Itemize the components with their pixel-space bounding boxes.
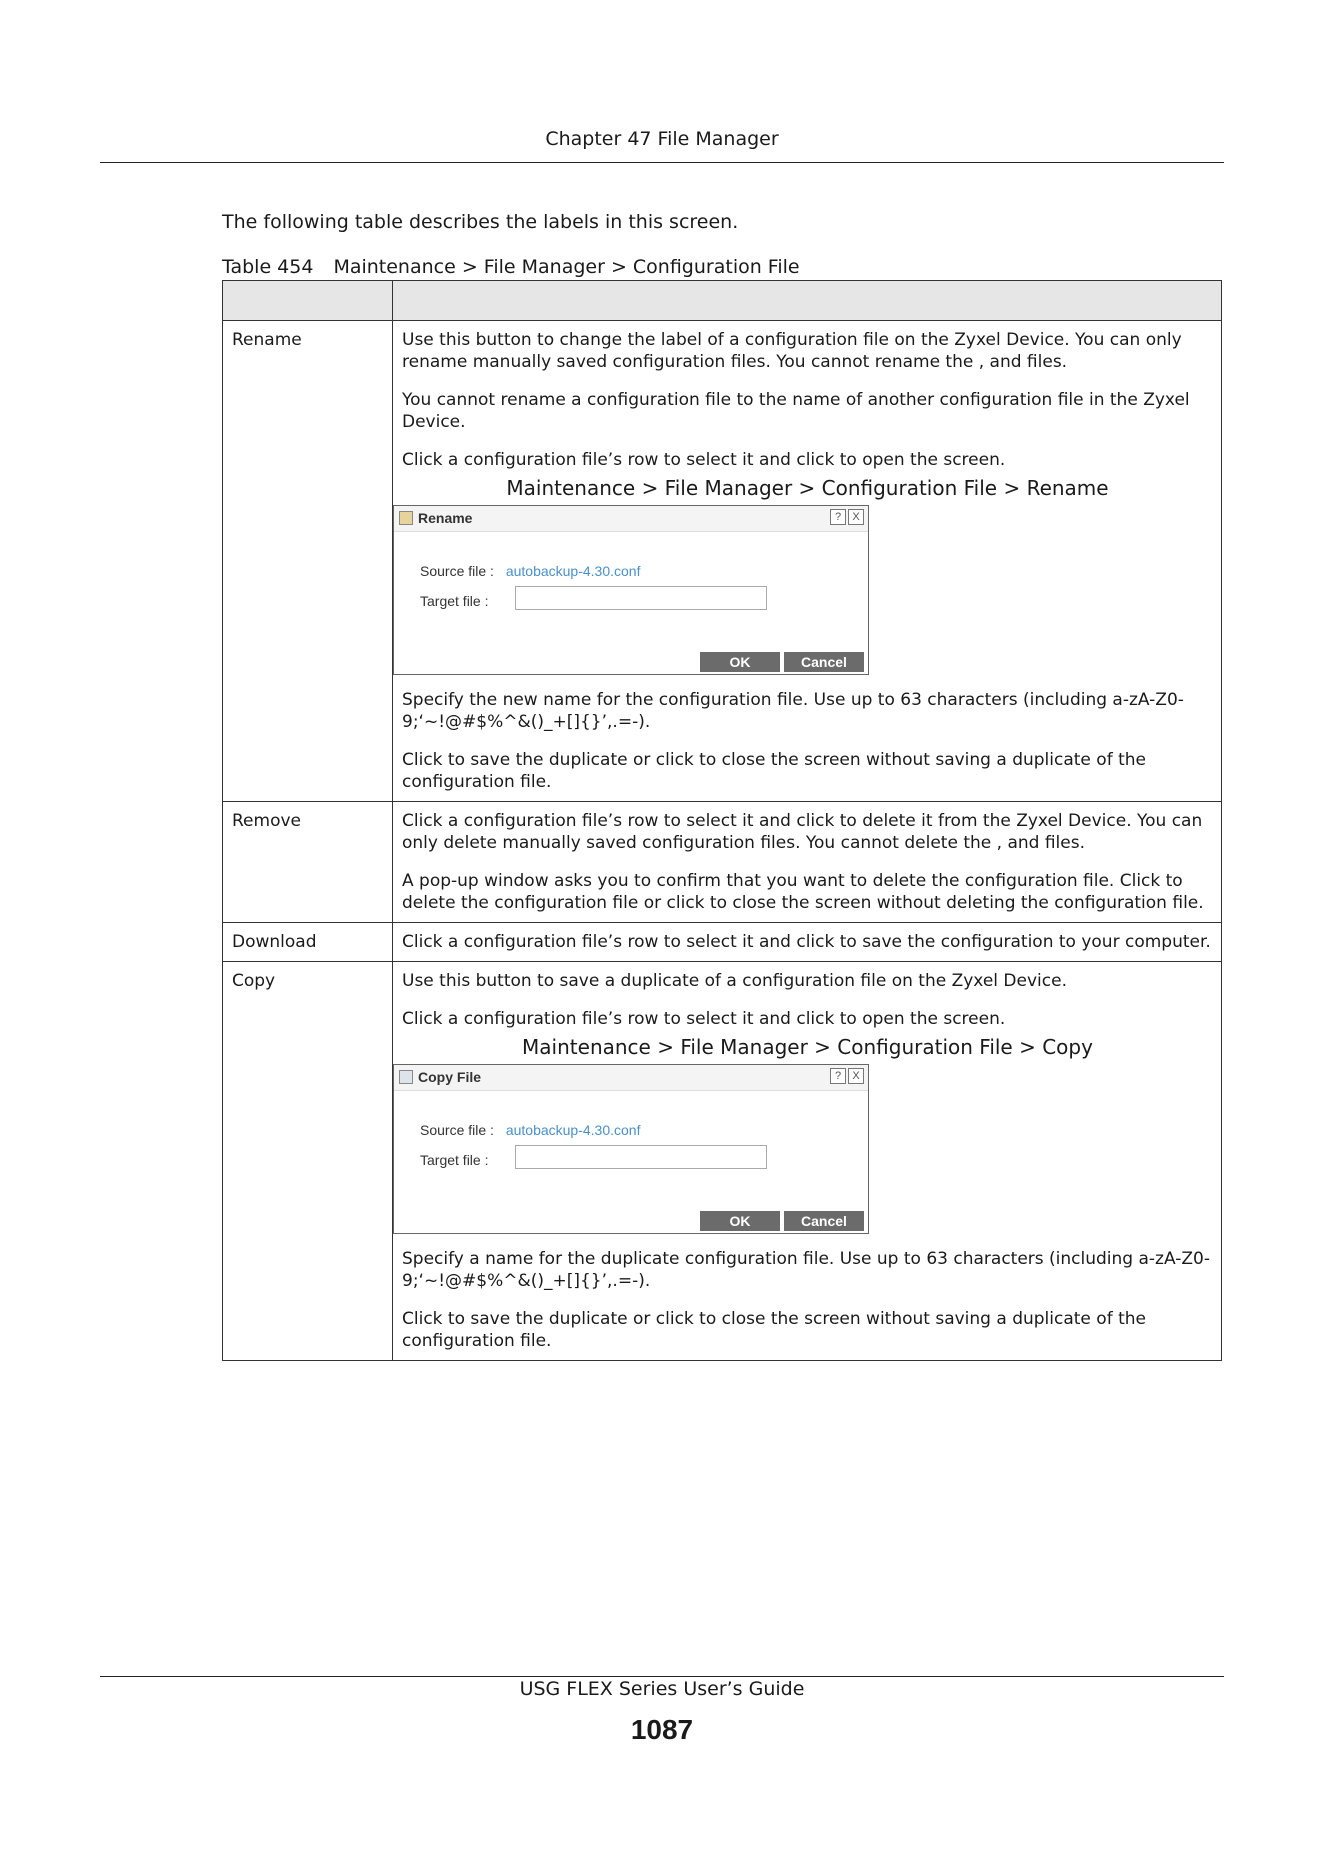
target-file-label: Target file : [420, 1152, 489, 1168]
dialog-buttons [700, 652, 864, 672]
table-row [223, 802, 1222, 923]
figure-title: Maintenance > File Manager > Configuration File > Rename [506, 476, 1109, 500]
intro-text: The following table describes the labels in this screen. [222, 211, 739, 233]
row-description [393, 321, 1222, 802]
dialog-body [394, 531, 868, 674]
chapter-header: Chapter 47 File Manager [545, 128, 779, 150]
dialog-titlebar [394, 1065, 868, 1089]
dialog-buttons [700, 1211, 864, 1231]
ok-button[interactable]: OK [700, 1211, 780, 1231]
dialog-title: Copy File [418, 1069, 482, 1085]
table-row [223, 923, 1222, 962]
row-label: Remove [223, 802, 393, 923]
footer-title: USG FLEX Series User’s Guide [519, 1678, 805, 1700]
footer-rule [100, 1676, 1224, 1677]
description-paragraph: Click a configuration file’s row to select it and click to delete it from the Zyxel Device. You can only delete manually saved configuration files. You cannot delete the , and files. [402, 811, 1203, 853]
copy-file-dialog [393, 1064, 869, 1234]
rename-dialog [393, 505, 869, 675]
description-paragraph: Use this button to change the label of a configuration file on the Zyxel Device. You can only rename manually saved configuration files. You cannot rename the , and files. [402, 330, 1182, 372]
source-file-row [420, 1119, 640, 1141]
dialog-body [394, 1090, 868, 1233]
source-file-label: Source file : [420, 563, 494, 579]
table-number: Table 454 [222, 256, 314, 278]
description-paragraph: Click to save the duplicate or click to close the screen without saving a duplicate of the configuration file. [402, 1309, 1146, 1351]
table-caption [222, 256, 800, 278]
header-description-cell [393, 281, 1222, 321]
source-file-row [420, 560, 640, 582]
dialog-tools [830, 1068, 864, 1084]
copy-icon [399, 1070, 413, 1084]
help-icon[interactable]: ? [830, 1068, 846, 1084]
target-file-input[interactable] [515, 1145, 767, 1169]
page-number: 1087 [630, 1714, 694, 1745]
header-label-cell [223, 281, 393, 321]
ok-button[interactable]: OK [700, 652, 780, 672]
table-header-row [223, 281, 1222, 321]
row-description [393, 923, 1222, 962]
row-label: Download [223, 923, 393, 962]
description-paragraph: A pop-up window asks you to confirm that you want to delete the configuration file. Click to delete the configuration file or click to close the screen without deleting the configuration file. [402, 871, 1204, 913]
help-icon[interactable]: ? [830, 509, 846, 525]
description-table [222, 280, 1222, 1361]
row-label: Copy [223, 962, 393, 1361]
table-row [223, 962, 1222, 1361]
table-title: Maintenance > File Manager > Configuration File [333, 256, 800, 278]
description-paragraph: Click a configuration file’s row to select it and click to save the configuration to your computer. [402, 932, 1211, 952]
description-paragraph: You cannot rename a configuration file to the name of another configuration file in the Zyxel Device. [402, 390, 1190, 432]
description-paragraph: Click to save the duplicate or click to close the screen without saving a duplicate of the configuration file. [402, 750, 1146, 792]
source-file-label: Source file : [420, 1122, 494, 1138]
row-label: Rename [223, 321, 393, 802]
description-paragraph: Use this button to save a duplicate of a configuration file on the Zyxel Device. [402, 971, 1067, 991]
description-paragraph: Specify the new name for the configuration file. Use up to 63 characters (including a-zA-Z0-9;‘~!@#$%^&()_+[]{}’,.=-). [402, 690, 1184, 732]
cancel-button[interactable]: Cancel [784, 652, 864, 672]
rename-icon [399, 511, 413, 525]
description-paragraph: Click a configuration file’s row to select it and click to open the screen. [402, 450, 1006, 470]
description-paragraph: Click a configuration file’s row to select it and click to open the screen. [402, 1009, 1006, 1029]
dialog-tools [830, 509, 864, 525]
figure-title: Maintenance > File Manager > Configuration File > Copy [522, 1035, 1093, 1059]
close-icon[interactable]: X [848, 1068, 864, 1084]
description-paragraph: Specify a name for the duplicate configuration file. Use up to 63 characters (including a-zA-Z0-9;‘~!@#$%^&()_+[]{}’,.=-). [402, 1249, 1210, 1291]
close-icon[interactable]: X [848, 509, 864, 525]
dialog-title: Rename [418, 510, 473, 526]
table-row [223, 321, 1222, 802]
target-file-input[interactable] [515, 586, 767, 610]
source-file-value: autobackup-4.30.conf [505, 1122, 641, 1138]
row-description [393, 802, 1222, 923]
source-file-value: autobackup-4.30.conf [505, 563, 641, 579]
dialog-titlebar [394, 506, 868, 530]
target-file-label: Target file : [420, 593, 489, 609]
cancel-button[interactable]: Cancel [784, 1211, 864, 1231]
row-description [393, 962, 1222, 1361]
header-rule [100, 162, 1224, 163]
